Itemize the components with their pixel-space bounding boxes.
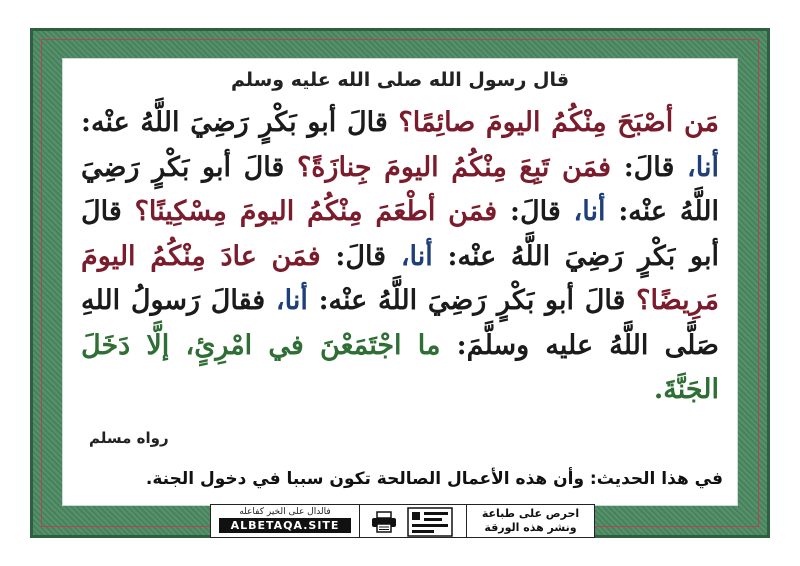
hadith-segment: فمَن عادَ مِنْكُمُ اليومَ مَرِيضًا؟ [81, 240, 720, 316]
hadith-segment: أنا، [674, 151, 719, 183]
footer-print-line1: احرص على طباعة [481, 507, 580, 520]
hadith-segment: ما اجْتَمَعْنَ في امْرِئٍ، إلَّا دَخَلَ الجَنَّةَ. [81, 329, 719, 405]
hadith-card [62, 58, 738, 506]
hadith-segment: أنا، [265, 285, 308, 316]
hadith-segment: فمَن أطْعَمَ مِنْكُمُ اليومَ مِسْكِينًا؟ [121, 196, 498, 227]
card-header: قال رسول الله صلى الله عليه وسلم [230, 69, 570, 91]
footer-site-link[interactable]: ALBETAQA.SITE [219, 518, 351, 533]
footer-tagline: فالدال على الخير كفاعله [239, 507, 331, 517]
hadith-segment: فمَن تَبِعَ مِنْكُمُ اليومَ جِنازَةً؟ [284, 151, 612, 183]
hadith-segment: قالَ أبو بَكْرٍ رَضِيَ اللَّهُ عنْه: [81, 151, 719, 227]
footer-print-line2: ونشر هذه الورقة [484, 521, 577, 534]
hadith-segment: قالَ: [497, 196, 561, 227]
footer-print-note [466, 505, 594, 537]
hadith-segment: قالَ أبو بَكْرٍ رَضِيَ اللَّهُ عنْه: [81, 107, 388, 138]
hadith-segment: قالَ: [611, 151, 675, 183]
hadith-text [81, 101, 719, 413]
hadith-lesson: في هذا الحديث: وأن هذه الأعمال الصالحة تكون سببا في دخول الجنة. [145, 469, 723, 489]
hadith-segment: قالَ أبو بَكْرٍ رَضِيَ اللَّهُ عنْه: [307, 285, 626, 316]
hadith-segment: فقالَ رَسولُ اللهِ صَلَّى اللَّهُ عليه وسلَّمَ: [81, 285, 719, 361]
printer-icon [371, 511, 397, 533]
hadith-segment: أنا، [386, 240, 433, 272]
hadith-segment: مَن أصْبَحَ مِنْكُمُ اليومَ صائِمًا؟ [387, 107, 719, 138]
footer-bar [210, 504, 595, 538]
hadith-segment: قالَ: [320, 240, 387, 272]
footer-site-box [211, 505, 360, 537]
hadith-segment: قالَ أبو بَكْرٍ رَضِيَ اللَّهُ عنْه: [81, 196, 719, 272]
narrator-attribution: رواه مسلم [89, 429, 169, 447]
dawah-logo-icon [407, 507, 453, 537]
hadith-segment: أنا، [560, 196, 606, 227]
